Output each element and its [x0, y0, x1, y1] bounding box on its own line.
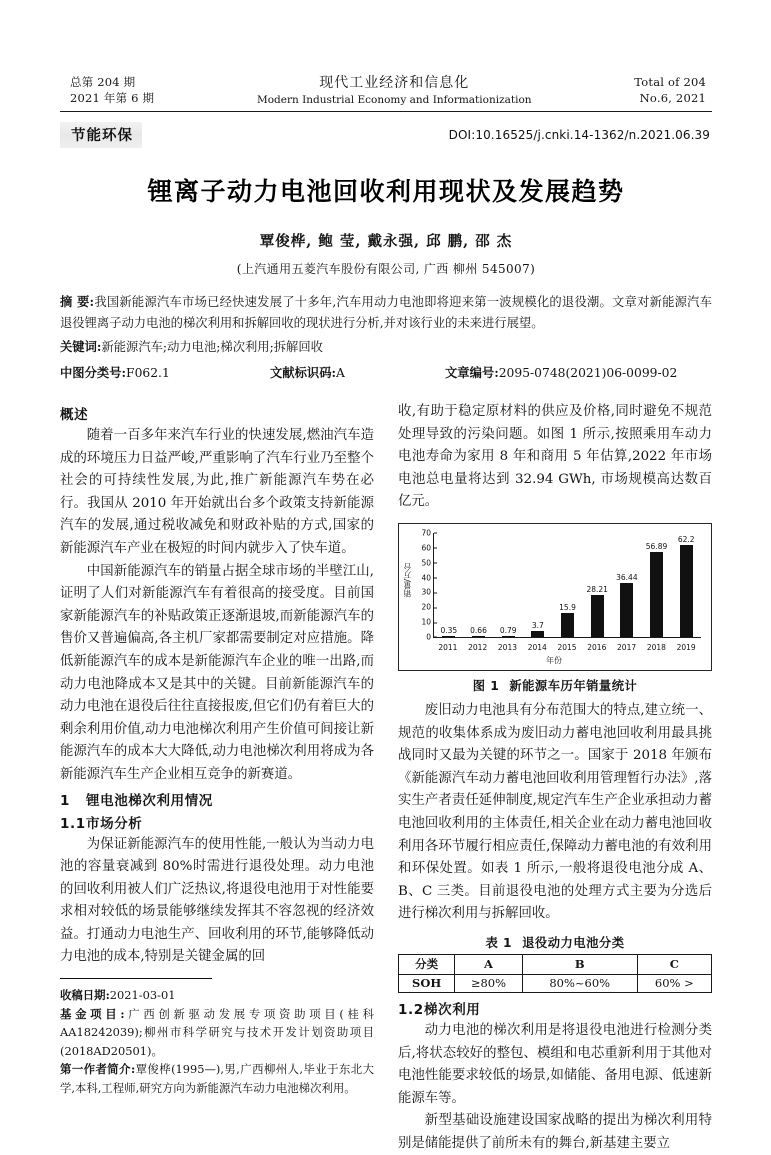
- table-header-row: [399, 954, 712, 974]
- chart-x-tick: 2017: [617, 642, 637, 652]
- table-cell: 60% >: [637, 974, 711, 992]
- author-bio-value: 覃俊桦(1995—),男,广西柳州人,毕业于东北大学,本科,工程师,研究方向为新能源汽车动力电池梯次利用。: [60, 1062, 374, 1095]
- heading-1-number: 1: [60, 792, 70, 809]
- abstract-label: 摘 要:: [60, 294, 95, 309]
- footnote-divider: [60, 978, 212, 979]
- chart-x-tick: 2019: [676, 642, 696, 652]
- doc-code-value: A: [336, 366, 345, 380]
- table-1-caption: [398, 933, 712, 951]
- figure-1-number: 图 1: [472, 678, 500, 693]
- heading-1-text: 锂电池梯次利用情况: [86, 792, 213, 809]
- left-paragraph-2: 中国新能源汽车的销量占据全球市场的半壁江山,证明了人们对新能源汽车有着很高的接受度。目前国家新能源汽车的补贴政策正逐渐退坡,而新能源汽车的售价又普遍偏高,各主机厂家都需要制定对应措施。降低新能源汽车的成本是新能源汽车企业的唯一出路,而动力电池降成本又是其中的关键。目前新能源汽车的动力电池在退役后往往直接报废,但它们仍有着巨大的剩余利用价值,动力电池梯次利用产生价值可间接让新能源汽车的成本大大降低,动力电池梯次利用将成为各新能源汽车生产企业相互竞争的新赛道。: [60, 563, 374, 782]
- table-header-cell: A: [455, 954, 522, 974]
- footnote-received-date: [60, 986, 374, 1005]
- chart-plot-area: [421, 528, 701, 642]
- keywords-label: 关键词:: [60, 339, 102, 354]
- chart-bar: [677, 534, 695, 637]
- left-column: [60, 401, 374, 1155]
- heading-1: [60, 789, 374, 809]
- chart-bar-cell: [671, 533, 701, 637]
- body-columns: [60, 401, 712, 1155]
- article-id-cell: [445, 362, 712, 384]
- author-list: 覃俊桦, 鲍 莹, 戴永强, 邱 鹏, 邵 杰: [259, 233, 513, 250]
- chart-x-tick: 2018: [646, 642, 666, 652]
- fund-value: 广西创新驱动发展专项资助项目(桂科 AA18242039);柳州市科学研究与技术开发计划资助项目(2018AD20501)。: [60, 1006, 374, 1058]
- running-head: [60, 74, 712, 110]
- figure-1: [398, 523, 712, 671]
- abstract-paragraph: [60, 291, 712, 334]
- clc-value: F062.1: [126, 366, 170, 380]
- heading-overview: 概述: [60, 407, 89, 423]
- doc-code-cell: [270, 362, 445, 384]
- chart-y-tick: 40: [421, 573, 434, 582]
- section-tag-row: [60, 124, 712, 146]
- chart-x-tick: 2012: [468, 642, 488, 652]
- chart-x-axis-label: 年份: [546, 655, 562, 665]
- footnote-fund: [60, 1005, 374, 1061]
- received-date-value: 2021-03-01: [109, 988, 176, 1003]
- left-paragraph-3: 为保证新能源汽车的使用性能,一般认为当动力电池的容量衰减到 80%时需进行退役处理。动力电池的回收利用被人们广泛热议,将退役电池用于对性能要求相对较低的场景能够继续发挥其不容忽视的经济效益。打通动力电池生产、回收利用的环节,能够降低动力电池的成本,特别是关键金属的回: [60, 836, 374, 965]
- heading-1-1-number: 1.1: [60, 815, 86, 832]
- right-paragraph-3: 动力电池的梯次利用是将退役电池进行检测分类后,将状态较好的整包、模组和电芯重新利用于其他对电池性能要求较低的场景,如储能、备用电源、低速新能源车等。: [398, 1022, 712, 1106]
- figure-1-title: 新能源车历年销量统计: [509, 678, 638, 693]
- chart-bar-value: 0.35: [440, 626, 458, 636]
- abstract-block: [60, 291, 712, 384]
- table-header-cell: B: [522, 954, 637, 974]
- chart-x-tick: 2016: [587, 642, 607, 652]
- table-1-body: [399, 974, 712, 992]
- table-cell: SOH: [399, 974, 455, 992]
- chart-y-tick: 70: [421, 528, 434, 537]
- section-tag-badge: 节能环保: [60, 122, 142, 148]
- chart-bar-cell: [434, 533, 464, 637]
- clc-label: 中图分类号:: [60, 365, 127, 380]
- table-cell: ≥80%: [455, 974, 522, 992]
- clc-cell: [60, 362, 270, 384]
- chart-bar-cell: [582, 533, 612, 637]
- chart-bars: [434, 533, 701, 637]
- running-head-center: [154, 74, 634, 107]
- table-1-number: 表 1: [485, 935, 513, 950]
- chart-bar-value: 28.21: [586, 585, 608, 595]
- article-id-label: 文章编号:: [445, 365, 499, 380]
- chart-bar: [499, 625, 517, 637]
- chart-y-tick: 10: [421, 618, 434, 627]
- heading-1-2-text: 梯次利用: [424, 1001, 481, 1018]
- received-date-label: 收稿日期:: [60, 988, 110, 1003]
- total-number: Total of 204: [634, 75, 706, 89]
- chart-y-tick: 0: [426, 632, 434, 641]
- figure-1-caption: [398, 676, 712, 694]
- right-paragraph-4: 新型基础设施建设国家战略的提出为梯次利用特别是储能提供了前所未有的舞台,新基建主要立: [398, 1113, 712, 1151]
- chart-bar: [645, 542, 668, 637]
- chart-x-tick: 2013: [497, 642, 517, 652]
- chart-y-tick: 50: [421, 558, 434, 567]
- chart-x-ticks: [433, 643, 701, 652]
- running-head-right: [634, 74, 712, 106]
- heading-1-1-text: 市场分析: [86, 815, 143, 832]
- heading-1-2-number: 1.2: [398, 1001, 424, 1018]
- issue-date: 2021 年第 6 期: [70, 91, 155, 105]
- chart-bar-value: 0.66: [470, 626, 487, 635]
- heading-1-2: [398, 998, 712, 1018]
- chart-bar-cell: [523, 533, 553, 637]
- right-paragraph-2: 废旧动力电池具有分布范围大的特点,建立统一、规范的收集体系成为废旧动力蓄电池回收利用最具挑战同时又最为关键的环节之一。国家于 2018 年颁布《新能源汽车动力蓄电池回收利用管理暂行办法》,落实生产者责任延伸制度,规定汽车生产企业承担动力蓄电池回收利用的主体责任,相关企业在动力蓄电池回收利用各环节履行相应责任,保障动力蓄电池的有效利用和环保处置。如表 1 所示,一般将退役电池分成 A、B、C 三类。目前退役电池的处理方式主要为分选后进行梯次利用与拆解回收。: [398, 702, 712, 922]
- page-content: [60, 74, 712, 1155]
- table-row: [399, 974, 712, 992]
- chart-bar-cell: [642, 533, 672, 637]
- table-header-cell: 分类: [399, 954, 455, 974]
- chart-bar-value: 0.79: [499, 625, 517, 635]
- chart-bar: [586, 585, 608, 637]
- chart-bar-cell: [553, 533, 583, 637]
- table-1-title: 退役动力电池分类: [522, 935, 625, 950]
- left-paragraph-1: 随着一百多年来汽车行业的快速发展,燃油汽车造成的环境压力日益严峻,严重影响了汽车行业乃至整个社会的可持续性发展,为此,推广新能源汽车势在必行。我国从 2010 年开始就出台多个政策支持新能源汽车的发展,通过税收减免和财政补贴的方式,国家的新能源汽车产业在极短的时间内就步入了快车道。: [60, 428, 374, 556]
- header-divider: [60, 111, 712, 112]
- chart-x-tick: 2014: [527, 642, 547, 652]
- abstract-text: 我国新能源汽车市场已经快速发展了十多年,汽车用动力电池即将迎来第一波规模化的退役潮。文章对新能源汽车退役锂离子动力电池的梯次利用和拆解回收的现状进行分析,并对该行业的未来进行展望。: [60, 295, 712, 330]
- chart-bar-value: 36.44: [616, 572, 638, 582]
- chart-bar-value: 56.89: [645, 542, 668, 552]
- footnote-author-bio: [60, 1060, 374, 1097]
- chart-bar: [531, 621, 544, 636]
- issue-total: 总第 204 期: [70, 75, 136, 89]
- right-paragraph-1: 收,有助于稳定原材料的供应及价格,同时避免不规范处理导致的污染问题。如图 1 所示,按照乘用车动力电池寿命为家用 8 年和商用 5 年估算,2022 年市场电池总电量将达到 32.94 GWh, 市场规模高达数百亿元。: [398, 404, 712, 510]
- chart-y-tick: 20: [421, 603, 434, 612]
- chart-bar: [559, 603, 576, 637]
- chart-bar: [470, 626, 487, 637]
- fund-label: 基金项目:: [60, 1006, 125, 1021]
- issue-number: No.6, 2021: [639, 91, 706, 105]
- chart-bar-value: 3.7: [531, 621, 544, 631]
- table-cell: 80%~60%: [522, 974, 637, 992]
- chart-y-axis-label: 销量/万台: [403, 562, 412, 598]
- chart-bar-cell: [612, 533, 642, 637]
- heading-1-1: [60, 812, 374, 832]
- author-bio-label: 第一作者简介:: [60, 1062, 136, 1077]
- chart-x-tick: 2015: [557, 642, 577, 652]
- bar-chart: [401, 529, 707, 668]
- chart-bar-value: 15.9: [559, 603, 576, 613]
- affiliation: (上汽通用五菱汽车股份有限公司, 广西 柳州 545007): [236, 262, 536, 276]
- running-head-left: [60, 74, 154, 106]
- chart-y-tick: 60: [421, 543, 434, 552]
- chart-bar-cell: [493, 533, 523, 637]
- doi-text: DOI:10.16525/j.cnki.14-1362/n.2021.06.39: [448, 128, 710, 142]
- page-title: 锂离子动力电池回收利用现状及发展趋势: [147, 177, 625, 206]
- chart-bar: [616, 572, 638, 637]
- right-column: [398, 401, 712, 1155]
- table-1-head: [399, 954, 712, 974]
- chart-bar: [440, 626, 458, 637]
- classification-row: [60, 362, 712, 384]
- article-id-value: 2095-0748(2021)06-0099-02: [498, 366, 678, 380]
- journal-title-en: Modern Industrial Economy and Informationization: [256, 94, 532, 106]
- keywords-paragraph: [60, 336, 712, 358]
- keywords-text: 新能源汽车;动力电池;梯次利用;拆解回收: [101, 340, 323, 354]
- chart-bar-value: 62.2: [677, 534, 695, 544]
- doc-code-label: 文献标识码:: [270, 365, 337, 380]
- chart-x-tick: 2011: [438, 642, 458, 652]
- chart-y-tick: 30: [421, 588, 434, 597]
- table-header-cell: C: [637, 954, 711, 974]
- journal-title-cn: 现代工业经济和信息化: [319, 75, 470, 91]
- table-1: [398, 954, 712, 993]
- chart-bar-cell: [464, 533, 494, 637]
